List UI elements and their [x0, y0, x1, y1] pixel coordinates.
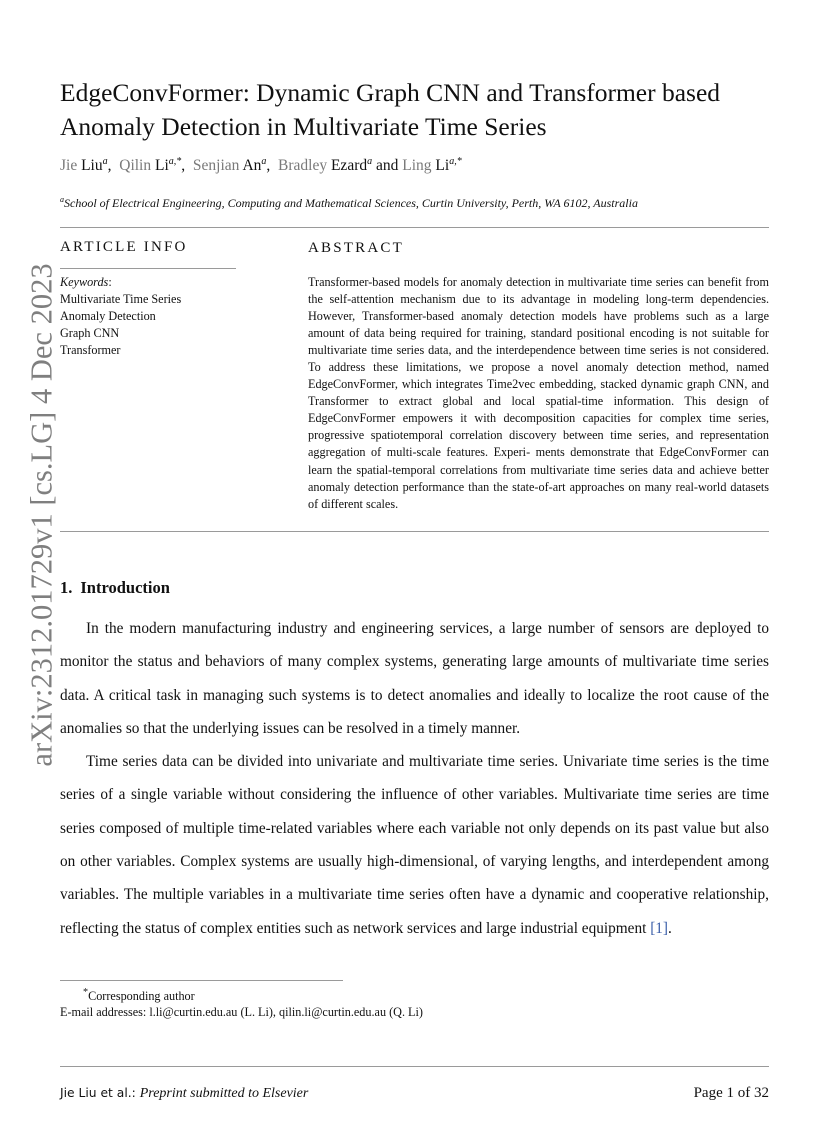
- footnote-mark: *: [83, 987, 89, 998]
- keyword: Anomaly Detection: [60, 309, 156, 323]
- author-separator: ,: [107, 157, 112, 175]
- divider-top: [60, 227, 769, 228]
- arxiv-stamp-text: arXiv:2312.01729v1 [cs.LG] 4 Dec 2023: [24, 263, 59, 767]
- section-title: Introduction: [80, 578, 170, 597]
- section-number: 1.: [60, 578, 73, 597]
- divider-abstract: [60, 531, 769, 532]
- author-first-name: Qilin: [119, 157, 152, 175]
- author-last-name: Liu: [81, 157, 103, 175]
- keyword: Transformer: [60, 343, 121, 357]
- keywords-label: Keywords: [60, 275, 109, 289]
- paragraph-2-text: Time series data can be divided into univariate and multivariate time series. Univariate time series is the time series of a single variable without considering the influence of other variables. Multivariate time series are time series composed of multiple time-related variables where each variable not only depends on its past value but also on other variables. Complex systems are usually high-dimensional, of varying lengths, and interdependent among variables. The multiple variables in a multivariate time series often have a dynamic and cooperative relationship, reflecting the status of complex entities such as network services and large industrial equipment: [60, 753, 769, 937]
- footnote-text: Corresponding author: [88, 989, 195, 1004]
- divider-footer: [60, 1066, 769, 1067]
- footnote-emails: E-mail addresses: l.li@curtin.edu.au (L. Li), qilin.li@curtin.edu.au (Q. Li): [60, 1005, 423, 1020]
- paper-title: EdgeConvFormer: Dynamic Graph CNN and Transformer based Anomaly Detection in Multivariate Time Series: [60, 78, 721, 141]
- affiliation-mark: a: [60, 195, 64, 204]
- author-affiliation-mark: a: [102, 156, 108, 167]
- section-heading: [60, 578, 170, 598]
- affiliation-text: School of Electrical Engineering, Computing and Mathematical Sciences, Curtin University, Perth, WA 6102, Australia: [64, 196, 638, 210]
- author-first-name: Ling: [402, 157, 432, 175]
- author-affiliation-mark: a,*: [449, 156, 462, 167]
- keywords-block: Keywords: Multivariate Time Series Anomaly Detection Graph CNN Transformer: [60, 275, 182, 357]
- body-text: [60, 612, 769, 945]
- author-last-name: An: [242, 157, 262, 175]
- author-affiliation-mark: a: [261, 156, 267, 167]
- author: [193, 157, 266, 174]
- paragraph-1: In the modern manufacturing industry and engineering services, a large number of sensors are deployed to monitor the status and behaviors of many complex systems, generating large amounts of multivariate time series data. A critical task in managing such systems is to detect anomalies and ideally to localize the root cause of the anomalies so that the underlying issues can be resolved in a timely manner.: [60, 620, 769, 737]
- author-separator: and: [375, 157, 399, 175]
- author: [402, 157, 461, 174]
- author-separator: ,: [266, 157, 271, 175]
- author-first-name: Jie: [60, 157, 78, 175]
- article-info-heading: ARTICLE INFO: [60, 239, 188, 255]
- footnote-rule: [60, 980, 343, 981]
- author-last-name: Ezard: [330, 157, 368, 175]
- author-affiliation-mark: a: [367, 156, 373, 167]
- author-affiliation-mark: a,*: [168, 156, 182, 167]
- article-info-rule: [60, 268, 236, 269]
- page-number: Page 1 of 32: [693, 1085, 769, 1101]
- paragraph-2-end: .: [668, 919, 672, 937]
- footer-author: Jie Liu et al.:: [60, 1086, 136, 1100]
- keyword: Multivariate Time Series: [60, 292, 182, 306]
- author-separator: ,: [181, 157, 186, 175]
- author-last-name: Li: [155, 157, 169, 175]
- footer-venue: Preprint submitted to Elsevier: [139, 1086, 309, 1101]
- footer-citation: [60, 1086, 308, 1102]
- author-first-name: Senjian: [192, 157, 240, 175]
- author: [60, 157, 108, 174]
- abstract-text: Transformer-based models for anomaly detection in multivariate time series can benefit from the self-attention mechanism due to its advantage in modeling long-term dependencies. However, Transformer-based anomaly detection models have problems such as a large amount of data being required for training, standard positional encoding is not suitable for multivariate time series data, and the interdependence between time series is not considered. To address these limitations, we propose a novel anomaly detection method, named EdgeConvFormer, which integrates Time2vec embedding, stacked dynamic graph CNN, and Transformer to extract global and local spatial-time information. This design of EdgeConvFormer empowers it with decomposition capacities for complex time series, progressive spatiotemporal correlation discovery between time series, and representation aggregation of multi-scale features. Experi- ments demonstrate that EdgeConvFormer can learn the spatial-temporal correlations from multivariate time series data and achieve better anomaly detection performance than the state-of-art approaches on many real-world datasets of different scales.: [308, 275, 769, 511]
- citation-link[interactable]: [1]: [650, 919, 669, 937]
- author: [119, 157, 181, 174]
- abstract-heading: ABSTRACT: [308, 240, 404, 256]
- author: [278, 157, 372, 174]
- affiliation: [60, 195, 638, 211]
- author-last-name: Li: [435, 157, 450, 175]
- author-first-name: Bradley: [278, 157, 328, 175]
- paragraph-2: [60, 745, 769, 945]
- keyword: Graph CNN: [60, 326, 120, 340]
- footnote: [60, 985, 423, 1020]
- author-list: [60, 156, 462, 175]
